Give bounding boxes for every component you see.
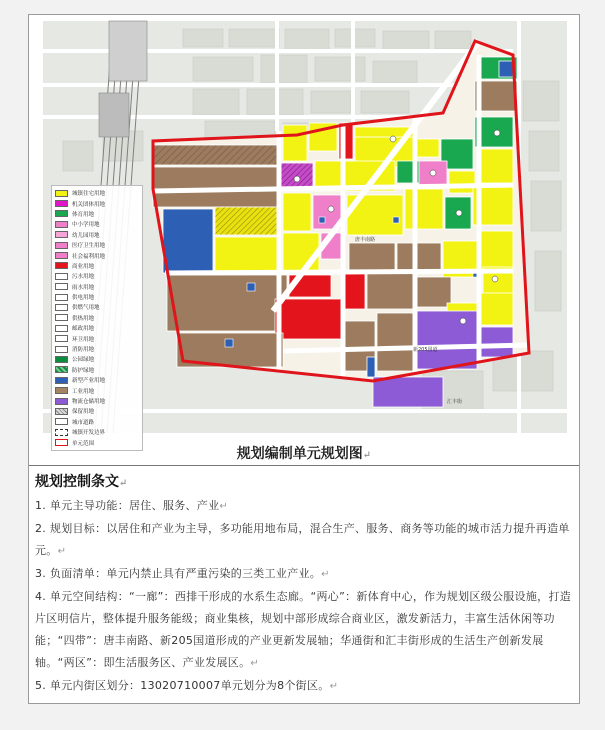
legend-item: 公园绿地 [55,354,139,364]
legend-item: 防护绿地 [55,365,139,375]
legend-item: 中小学用地 [55,219,139,229]
provision-item: 3. 负面清单：单元内禁止具有严重污染的三类工业产业。↵ [35,567,330,580]
logistics-swatch-icon [55,398,68,405]
road-label-205: 新205国道 [413,347,438,353]
provision-item: 2. 规划目标：以居住和产业为主导，多功能用地布局，混合生产、服务、商务等功能的城市活力提升再造单元。↵ [35,522,570,557]
legend-item: 物流仓储用地 [55,396,139,406]
legend-item: 供热用地 [55,313,139,323]
road-swatch-icon [55,418,68,425]
park-swatch-icon [55,356,68,363]
commercial-swatch-icon [55,262,68,269]
document-page [28,14,580,704]
legend-item: 雨水用地 [55,282,139,292]
postal-swatch-icon [55,325,68,332]
legend-item: 污水用地 [55,271,139,281]
sewage-swatch-icon [55,273,68,280]
legend-item: 城镇住宅用地 [55,188,139,198]
road-label-huifeng: 汇丰街 [447,399,463,405]
map-caption-text: 规划编制单元规划图 [236,446,363,462]
power-swatch-icon [55,294,68,301]
legend-item: 单元范围 [55,437,139,447]
provisions-title: 规划控制条文↵ [35,474,128,490]
gas-swatch-icon [55,304,68,311]
school-swatch-icon [55,221,68,228]
return-mark-icon: ↵ [362,450,372,461]
buffer-green-swatch-icon [55,366,68,373]
legend-item: 消防用地 [55,344,139,354]
agency-swatch-icon [55,200,68,207]
reserved-swatch-icon [55,408,68,415]
legend-item: 供电用地 [55,292,139,302]
map-caption [29,443,579,463]
legend-item: 新型产业用地 [55,375,139,385]
provision-item: 5. 单元内街区划分：13020710007单元划分为8个街区。↵ [35,679,339,692]
sports-swatch-icon [55,210,68,217]
residential-swatch-icon [55,190,68,197]
legend-item: 社会福利用地 [55,250,139,260]
legend-item: 环卫用地 [55,333,139,343]
legend-item: 商业用地 [55,261,139,271]
dev-boundary-swatch-icon [55,429,68,436]
provision-item: 4. 单元空间结构：“一廊”：西排干形成的水系生态廊。“两心”：新体育中心，作为规划区级公服设施，打造片区明信片，整体提升服务能级；商业集核，规划中部形成综合商业区，激发新活力，丰富生活休闲等功能；“四带”：唐丰南路、新205国道形成的产业更新发展轴；华通街和汇丰街形成的生活生产创新发展轴。“两区”：即生活服务区、产业发展区。↵ [35,590,572,669]
legend-item: 城镇开发边界 [55,427,139,437]
divider [29,465,579,466]
heating-swatch-icon [55,314,68,321]
medical-swatch-icon [55,242,68,249]
kindergarten-swatch-icon [55,231,68,238]
legend-item: 工业用地 [55,385,139,395]
legend-item: 保留用地 [55,406,139,416]
fire-swatch-icon [55,346,68,353]
planning-map [43,21,567,447]
rainwater-swatch-icon [55,283,68,290]
legend-item: 机关团体用地 [55,198,139,208]
legend-item: 医疗卫生用地 [55,240,139,250]
legend-item: 幼儿园用地 [55,230,139,240]
new-industry-swatch-icon [55,377,68,384]
legend-item: 体育用地 [55,209,139,219]
welfare-swatch-icon [55,252,68,259]
road-label-tangfeng: 唐丰南路 [355,237,376,243]
sanitation-swatch-icon [55,335,68,342]
control-provisions [35,471,575,698]
legend-item: 城市道路 [55,417,139,427]
map-legend [51,185,143,451]
legend-item: 供燃气用地 [55,302,139,312]
provision-item: 1. 单元主导功能：居住、服务、产业↵ [35,499,229,512]
legend-item: 邮政用地 [55,323,139,333]
industrial-swatch-icon [55,387,68,394]
